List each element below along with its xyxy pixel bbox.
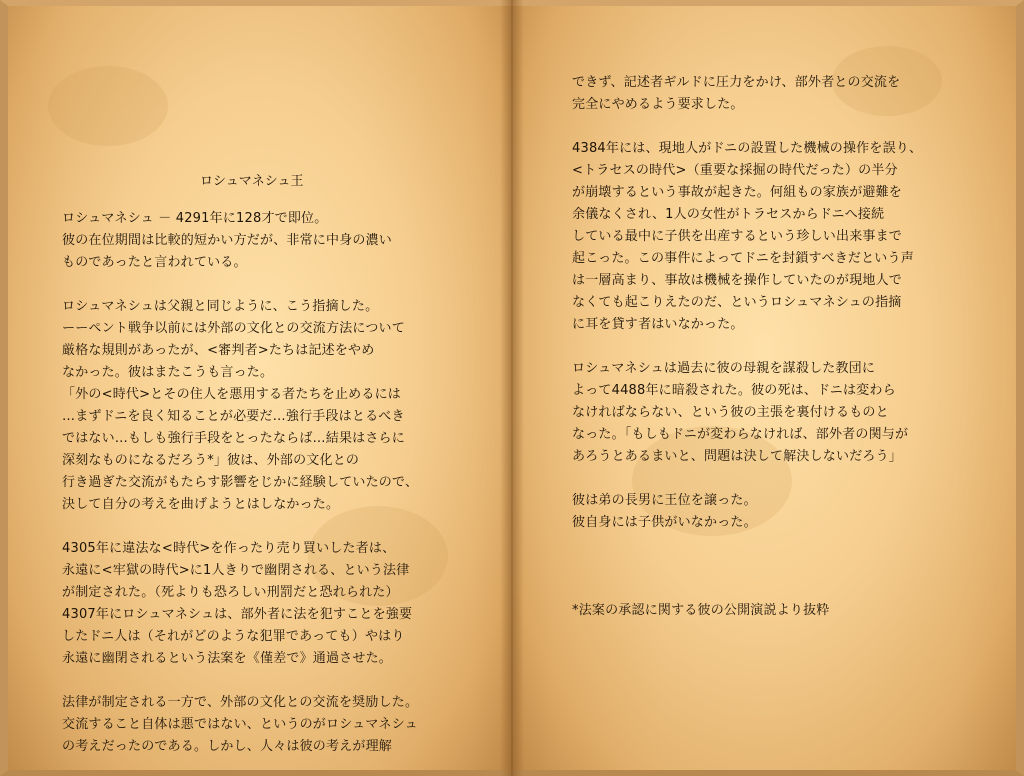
text-line: 交流すること自体は悪ではない、というのがロシュマネシュ xyxy=(62,717,418,732)
text-line: 4307年にロシュマネシュは、部外者に法を犯すことを強要 xyxy=(62,607,413,622)
chapter-title: ロシュマネシュ王 xyxy=(200,174,304,189)
text-line: ではない…もしも強行手段をとったならば…結果はさらに xyxy=(62,431,405,446)
text-line: 4305年に違法な<時代>を作ったり売り買いした者は、 xyxy=(62,541,396,556)
text-line: 決して自分の考えを曲げようとはしなかった。 xyxy=(62,497,340,512)
text-line: できず、記述者ギルドに圧力をかけ、部外者との交流を xyxy=(572,75,901,90)
text-line: 永遠に幽閉されるという法案を《僅差で》通過させた。 xyxy=(62,651,393,666)
text-line: ロシュマネシュは過去に彼の母親を謀殺した教団に xyxy=(572,361,876,376)
text-line: 「外の<時代>とその住人を悪用する者たちを止めるには xyxy=(62,387,401,402)
text-line: よって4488年に暗殺された。彼の死は、ドニは変わら xyxy=(572,383,896,398)
text-line: ロシュマネシュ － 4291年に128才で即位。 xyxy=(62,211,328,226)
text-line: <トラセスの時代>（重要な採掘の時代だった）の半分 xyxy=(572,163,898,178)
text-line: なくても起こりえたのだ、というロシュマネシュの指摘 xyxy=(572,295,902,310)
text-line: が崩壊するという事故が起きた。何組もの家族が避難を xyxy=(572,185,903,200)
text-line: 彼は弟の長男に王位を譲った。 xyxy=(572,493,757,508)
text-line: あろうとあるまいと、問題は決して解決しないだろう」 xyxy=(572,449,903,464)
paper-stain xyxy=(48,66,168,146)
text-line: 法律が制定される一方で、外部の文化との交流を奨励した。 xyxy=(62,695,419,710)
text-line: している最中に子供を出産するという珍しい出来事まで xyxy=(572,229,903,244)
text-line: ロシュマネシュは父親と同じように、こう指摘した。 xyxy=(62,299,379,314)
text-line: に耳を貸す者はいなかった。 xyxy=(572,317,744,332)
text-line: 彼の在位期間は比較的短かい方だが、非常に中身の濃い xyxy=(62,233,393,248)
text-line: 起こった。この事件によってドニを封鎖すべきだという声 xyxy=(572,251,914,266)
text-line: は一層高まり、事故は機械を操作していたのが現地人で xyxy=(572,273,903,288)
text-line: なった。「もしもドニが変わらなければ、部外者の関与が xyxy=(572,427,909,442)
text-line: したドニ人は（それがどのような犯罪であっても）やはり xyxy=(62,629,405,644)
text-line: が制定された。（死よりも恐ろしい刑罰だと恐れられた） xyxy=(62,585,399,600)
text-line: 永遠に<牢獄の時代>に1人きりで幽閉される、という法律 xyxy=(62,563,410,578)
text-line: 余儀なくされ、1人の女性がトラセスからドニへ接続 xyxy=(572,207,885,222)
book-spine xyxy=(500,0,524,776)
text-line: 行き過ぎた交流がもたらす影響をじかに経験していたので、 xyxy=(62,475,419,490)
right-page-text xyxy=(572,72,922,622)
footnote: *法案の承認に関する彼の公開演説より抜粋 xyxy=(572,603,830,618)
text-line: ーーペント戦争以前には外部の文化との交流方法について xyxy=(62,321,405,336)
text-line: …まずドニを良く知ることが必要だ…強行手段はとるべき xyxy=(62,409,405,424)
text-line: 完全にやめるよう要求した。 xyxy=(572,97,744,112)
text-line: 深刻なものになるだろう*」彼は、外部の文化との xyxy=(62,453,360,468)
text-line: なかった。彼はまたこうも言った。 xyxy=(62,365,274,380)
text-line: 厳格な規則があったが、<審判者>たちは記述をやめ xyxy=(62,343,375,358)
text-line: なければならない、という彼の主張を裏付けるものと xyxy=(572,405,889,420)
text-line: ものであったと言われている。 xyxy=(62,255,247,270)
text-line: の考えだったのである。しかし、人々は彼の考えが理解 xyxy=(62,739,393,754)
text-line: 彼自身には子供がいなかった。 xyxy=(572,515,757,530)
text-line: 4384年には、現地人がドニの設置した機械の操作を誤り、 xyxy=(572,141,923,156)
left-page-text xyxy=(62,208,418,758)
